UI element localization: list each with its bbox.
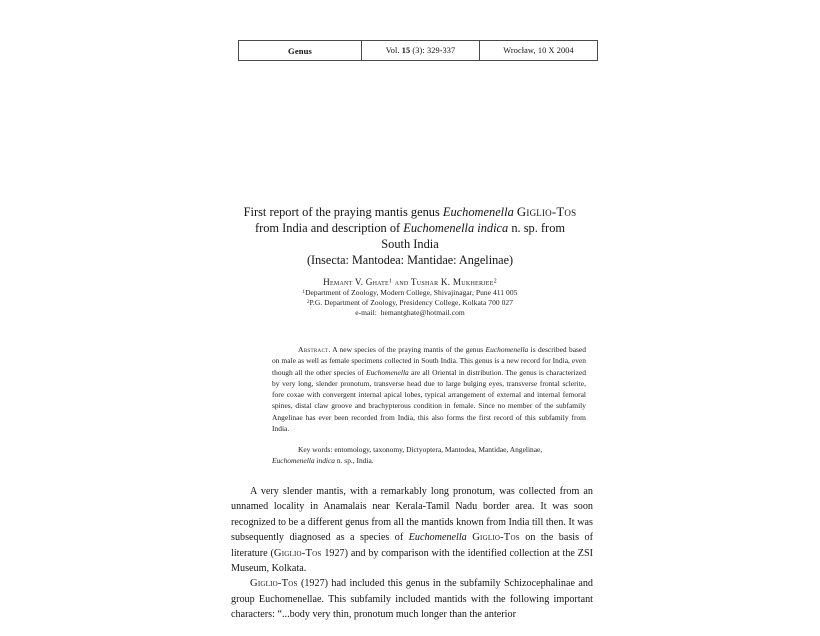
author-block bbox=[228, 277, 592, 317]
body-p2-authority: Giglio-Tos bbox=[250, 578, 298, 590]
keywords-text-b: n. sp., India. bbox=[335, 456, 374, 466]
journal-running-head bbox=[238, 40, 598, 61]
title-line-1 bbox=[228, 204, 592, 220]
keywords-paragraph bbox=[272, 444, 586, 467]
abstract-text-a: . A new species of the praying mantis of the genus bbox=[328, 345, 486, 354]
body-p2-text: (1927) had included this genus in the subfamily Schizocephalinae and group Euchomenellae. This subfamily included mantids with the following important characters: “...body very thin, pronotum much longer than the anterior bbox=[231, 578, 593, 621]
abstract-text-c: are all Oriental in distribution. The genus is characterized by very long, slender pronotum, transverse head due to large bulging eyes, transverse frontal sclerite, fore coxae with convergent internal apical lobes, typical arrangement of external and internal femoral spines, distal claw groove and brachypterous condition in female. Since no member of the subfamily Angelinae has ever been recorded from India, this also forms the first record of this subfamily from India. bbox=[272, 367, 586, 434]
body-p1-text-b: on the basis of literature ( bbox=[231, 532, 594, 559]
author-1-name: Hemant V. Ghate bbox=[323, 277, 389, 287]
table-row bbox=[239, 41, 598, 61]
title-genus-name: Euchomenella bbox=[442, 205, 514, 219]
author-2-affiliation-marker: 2 bbox=[493, 278, 497, 285]
journal-name-cell: Genus bbox=[239, 41, 362, 61]
title-text-b: from India and description of bbox=[254, 221, 404, 236]
volume-issue-cell bbox=[362, 41, 480, 61]
title-line-3: South India bbox=[381, 237, 439, 252]
abstract-label: Abstract bbox=[298, 345, 329, 354]
keywords-text-a: entomology, taxonomy, Dictyoptera, Mantodea, Mantidae, Angelinae, bbox=[332, 445, 543, 454]
place-date-cell: Wrocław, 10 X 2004 bbox=[480, 41, 598, 61]
keywords-label: Key words: bbox=[298, 445, 333, 454]
abstract-section bbox=[272, 344, 586, 434]
body-paragraph-1 bbox=[231, 484, 593, 576]
keywords-species: Euchomenella indica bbox=[272, 456, 335, 466]
body-p1-authority-1: Giglio-Tos bbox=[472, 532, 520, 544]
contact-email-line bbox=[228, 308, 592, 318]
affiliation-1-text: Department of Zoology, Modern College, Shivajinagar, Pune 411 005 bbox=[305, 288, 518, 298]
keywords-section bbox=[272, 444, 586, 467]
volume-prefix: Vol. bbox=[385, 46, 402, 55]
author-conjunction: and bbox=[392, 277, 411, 287]
body-p1-authority-2: Giglio-Tos bbox=[273, 547, 322, 559]
title-classification-line: (Insecta: Mantodea: Mantidae: Angelinae) bbox=[306, 253, 514, 268]
affiliation-1 bbox=[228, 288, 592, 298]
title-species-name: Euchomenella indica bbox=[403, 221, 509, 236]
email-address[interactable]: hemantghate@hotmail.com bbox=[380, 307, 465, 317]
title-text-a: First report of the praying mantis genus bbox=[243, 205, 443, 219]
abstract-genus-1: Euchomenella bbox=[485, 345, 529, 354]
affiliation-2-marker: 2 bbox=[307, 299, 310, 305]
body-p1-text-a: A very slender mantis, with a remarkably long pronotum, was collected from an unnamed locality in Anamalais near Kerala-Tamil Nadu border area. It was soon recognized to be a different genus from all the mantids known from India till then. It was subsequently diagnosed as a species of bbox=[231, 486, 593, 544]
author-2-name: Tushar K. Mukherjee bbox=[410, 277, 494, 287]
body-paragraph-2 bbox=[231, 576, 593, 622]
body-p1-text-c: 1927) and by comparison with the identified collection at the ZSI Museum, Kolkata. bbox=[231, 547, 593, 575]
abstract-paragraph bbox=[272, 344, 586, 434]
title-authority: Giglio-Tos bbox=[516, 205, 577, 219]
author-1-affiliation-marker: 1 bbox=[388, 278, 393, 285]
abstract-text-b: is described based on male as well as female specimens collected in South India. This genus is a new record for India, even though all the other species of bbox=[272, 345, 586, 377]
email-label: e-mail: bbox=[355, 307, 377, 317]
volume-number: 15 bbox=[401, 46, 411, 55]
affiliation-2 bbox=[228, 298, 592, 308]
author-names-line bbox=[228, 277, 592, 287]
body-p1-genus: Euchomenella bbox=[408, 532, 467, 544]
affiliation-2-text: P.G. Department of Zoology, Presidency College, Kolkata 700 027 bbox=[309, 298, 513, 307]
body-content bbox=[231, 484, 593, 623]
page-title bbox=[228, 204, 592, 268]
affiliation-1-marker: 1 bbox=[302, 290, 306, 296]
abstract-genus-2: Euchomenella bbox=[365, 367, 409, 377]
volume-pages: (3): 329-337 bbox=[410, 46, 456, 55]
title-line-2 bbox=[228, 220, 592, 236]
title-text-c: n. sp. from bbox=[508, 221, 566, 236]
